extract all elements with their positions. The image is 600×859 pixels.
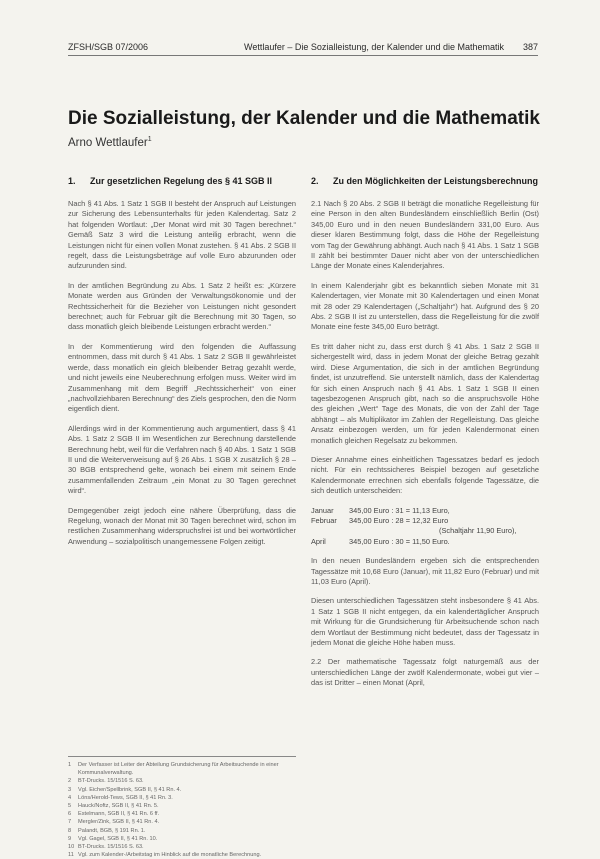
journal-reference: ZFSH/SGB 07/2006 — [68, 42, 149, 52]
footnote: 4 Löns/Herold-Tews, SGB II, § 41 Rn. 3. — [68, 794, 173, 801]
paragraph: Diesen unterschiedlichen Tagessätzen steht insbesondere § 41 Abs. 1 Satz 1 SGB II nicht entgegen, da ein kalendertäglicher Anspruch mit Wirkung für die Grundsicherung für Arbeitsuchende schon nach dem Wortlaut der Bestimmung nicht bedeutet, dass der Tagessatz in jedem Monat die gleiche Höhe haben muss. — [311, 596, 539, 648]
paragraph: In einem Kalenderjahr gibt es bekanntlich sieben Monate mit 31 Kalendertagen, vier Monate mit 30 Kalendertagen und einen Monat mit 28 oder 29 Kalendertagen („Schaltjahr“) hat. Aufgrund des § 20 Abs. 2 SGB II ist zu unterstellen, dass die Regelleistung für die zwölf Monate eine feste 345,00 Euro beträgt. — [311, 280, 539, 332]
footnote: 1 Der Verfasser ist Leiter der Abteilung Grundsicherung für Arbeitsuchende in einer Kommunalverwaltung. — [68, 762, 279, 777]
left-column — [68, 176, 296, 556]
article-title: Die Sozialleistung, der Kalender und die Mathematik — [68, 108, 540, 129]
author-line — [68, 136, 152, 149]
paragraph: 2.1 Nach § 20 Abs. 2 SGB II beträgt die monatliche Regelleistung für eine Person in den alten Bundesländern einschließlich Berlin (Ost) 345,00 Euro und in den neuen Bundesländern 331,00 Euro. Aus dieser klaren Bestimmung folgt, dass die Höhe der Regelleistung vom Tag der Gewährung abhängt. Auch nach § 41 Abs. 1 Satz 1 SGB II zählt bei bestimmter Dauer nicht aber von der unterschiedlichen Länge der Monate eines Kalenderjahres. — [311, 199, 539, 271]
footnote: 2 BT-Drucks. 15/1516 S. 63. — [68, 778, 144, 785]
footnote: 7 Mergler/Zink, SGB II, § 41 Rn. 4. — [68, 819, 160, 826]
paragraph: Allerdings wird in der Kommentierung auch argumentiert, dass § 41 Abs. 1 Satz 2 SGB II im Wesentlichen zur Berechnung darstellende Berechnung hebt, weil für die Verfahren nach § 40 Abs. 1 Satz 1 SGB II und die Weiterverweisung auf § 26 Abs. 1 SGB X zusätzlich § 28 – 30 BGB entsprechend gelte, wonach bei einem mit seinem Ende zusammenfallenden Zeitraum „ein Monat zu 30 Tagen gerechnet wird“. — [68, 423, 296, 496]
calculation-block — [311, 506, 539, 548]
footnote: 9 Vgl. Gagel, SGB II, § 41 Rn. 10. — [68, 835, 158, 842]
paragraph: Es tritt daher nicht zu, dass erst durch § 41 Abs. 1 Satz 2 SGB II sichergestellt wird, dass in jedem Monat der gleiche Betrag gezahlt wird. Diese Argumentation, die sich in der amtlichen Begründung findet, ist unzutreffend. Sie unterstellt nämlich, dass der Kalendertag für sich einen Anspruch nach § 41 Abs. 1 Satz 1 SGB II einen tagesbezogenen Anspruch gibt, nach so die anspruchsvolle Höhe des gleichen „Wert“ Tage des Monats, die von der Zahl der Tage abhängt – als Multiplikator im Zahlen der Regelleistung. Das gleiche Ansatz einbezogen werden, um für jeden Kalendermonat einen monatlich gleichen Regelsatz zu bekommen. — [311, 341, 539, 445]
section-title: Zur gesetzlichen Regelung des § 41 SGB II — [90, 176, 273, 186]
footnote: 3 Vgl. Eicher/Spellbrink, SGB II, § 41 Rn. 4. — [68, 786, 182, 793]
page-header — [68, 42, 538, 56]
section-heading-1 — [68, 176, 296, 187]
author-footnote-marker: 1 — [147, 136, 152, 143]
calculation-row: (Schaltjahr 11,90 Euro), — [439, 526, 517, 536]
author-name: Arno Wettlaufer — [68, 136, 148, 149]
section-heading-2 — [311, 176, 539, 187]
footnote: 11 Vgl. zum Kalender-/Arbeitstag im Hinblick auf die monatliche Berechnung. — [68, 852, 262, 859]
footnote: 8 Palandt, BGB, § 191 Rn. 1. — [68, 827, 146, 834]
footnote: 6 Estelmann, SGB II, § 41 Rn. 6 ff. — [68, 811, 160, 818]
footnotes — [68, 756, 296, 859]
footnote: 5 Hauck/Noftz, SGB II, § 41 Rn. 5. — [68, 803, 159, 810]
right-column — [311, 176, 539, 698]
section-number: 2. — [311, 176, 319, 186]
paragraph: Dieser Annahme eines einheitlichen Tagessatzes bedarf es jedoch nicht. Für ein rechtssicheres Beispiel bezogen auf gesetzliche Kalendermonate errechnen sich ebenfalls folgende Tagessätze, die sich deutlich unterscheiden: — [311, 454, 539, 496]
page-number: 387 — [522, 42, 538, 52]
paragraph: Demgegenüber zeigt jedoch eine nähere Überprüfung, dass die Regelung, wonach der Monat mit 30 Tagen berechnet wird, schon im restlichen Zusammenhang widerspruchsfrei ist und bei wortwörtlicher Anwendung – sozialpolitisch unangemessene Folgen zeitigt. — [68, 505, 296, 546]
calculation-row: Januar 345,00 Euro : 31 = 11,13 Euro, — [311, 505, 450, 515]
paragraph: Nach § 41 Abs. 1 Satz 1 SGB II besteht der Anspruch auf Leistungen zur Sicherung des Lebensunterhalts für jeden Kalendertag. Satz 2 hat folgenden Wortlaut: „Der Monat wird mit 30 Tagen berechnet.“ Gemäß Satz 3 wird die Leistung anteilig erbracht, wenn die Leistungen nicht für einen vollen Monat zustehen. § 41 Abs. 2 SGB II regelt, dass die Leistungsbeträge auf volle Euro abzurunden oder aufzurunden sind. — [68, 199, 296, 271]
section-title: Zu den Möglichkeiten der Leistungsberechnung — [333, 176, 539, 186]
section-number: 1. — [68, 176, 76, 186]
paragraph: In der amtlichen Begründung zu Abs. 1 Satz 2 heißt es: „Kürzere Monate werden aus Gründen der Verwaltungsökonomie und der Rechtssicherheit für die Bezieher von Leistungen nicht gesondert berechnet; auch für Februar gilt die Berechnung mit 30 Tagen, so dass monatlich gleich bleibende Leistungen erbracht werden.“ — [68, 280, 296, 332]
calculation-row: April 345,00 Euro : 30 = 11,50 Euro. — [311, 536, 450, 546]
paragraph: In der Kommentierung wird den folgenden die Auffassung entnommen, dass mit durch § 41 Abs. 1 Satz 2 SGB II gewährleistet werde, dass monatlich ein gleich bleibender Betrag gezahlt werde, und nicht jeweils eine Neuberechnung erfolgen muss. Weiter wird im Zusammenhang mit dem Begriff „Rechtssicherheit“ von einer „nachvollziehbaren Berechnung“ des Ziels gesprochen, den die Norm eigentlich dient. — [68, 341, 296, 414]
paragraph: In den neuen Bundesländern ergeben sich die entsprechenden Tagessätze mit 10,68 Euro (Januar), mit 11,82 Euro (Februar) und mit 11,03 Euro (April). — [311, 556, 539, 586]
paragraph: 2.2 Der mathematische Tagessatz folgt naturgemäß aus der unterschiedlichen Länge der zwölf Kalendermonate, wobei gut vier – das ist Dritter – einen Monat (April, — [311, 657, 539, 688]
running-title: Wettlaufer – Die Sozialleistung, der Kalender und die Mathematik — [244, 42, 504, 52]
footnote: 10 BT-Drucks. 15/1516 S. 63. — [68, 844, 144, 851]
calculation-row: Februar 345,00 Euro : 28 = 12,32 Euro — [311, 515, 449, 525]
